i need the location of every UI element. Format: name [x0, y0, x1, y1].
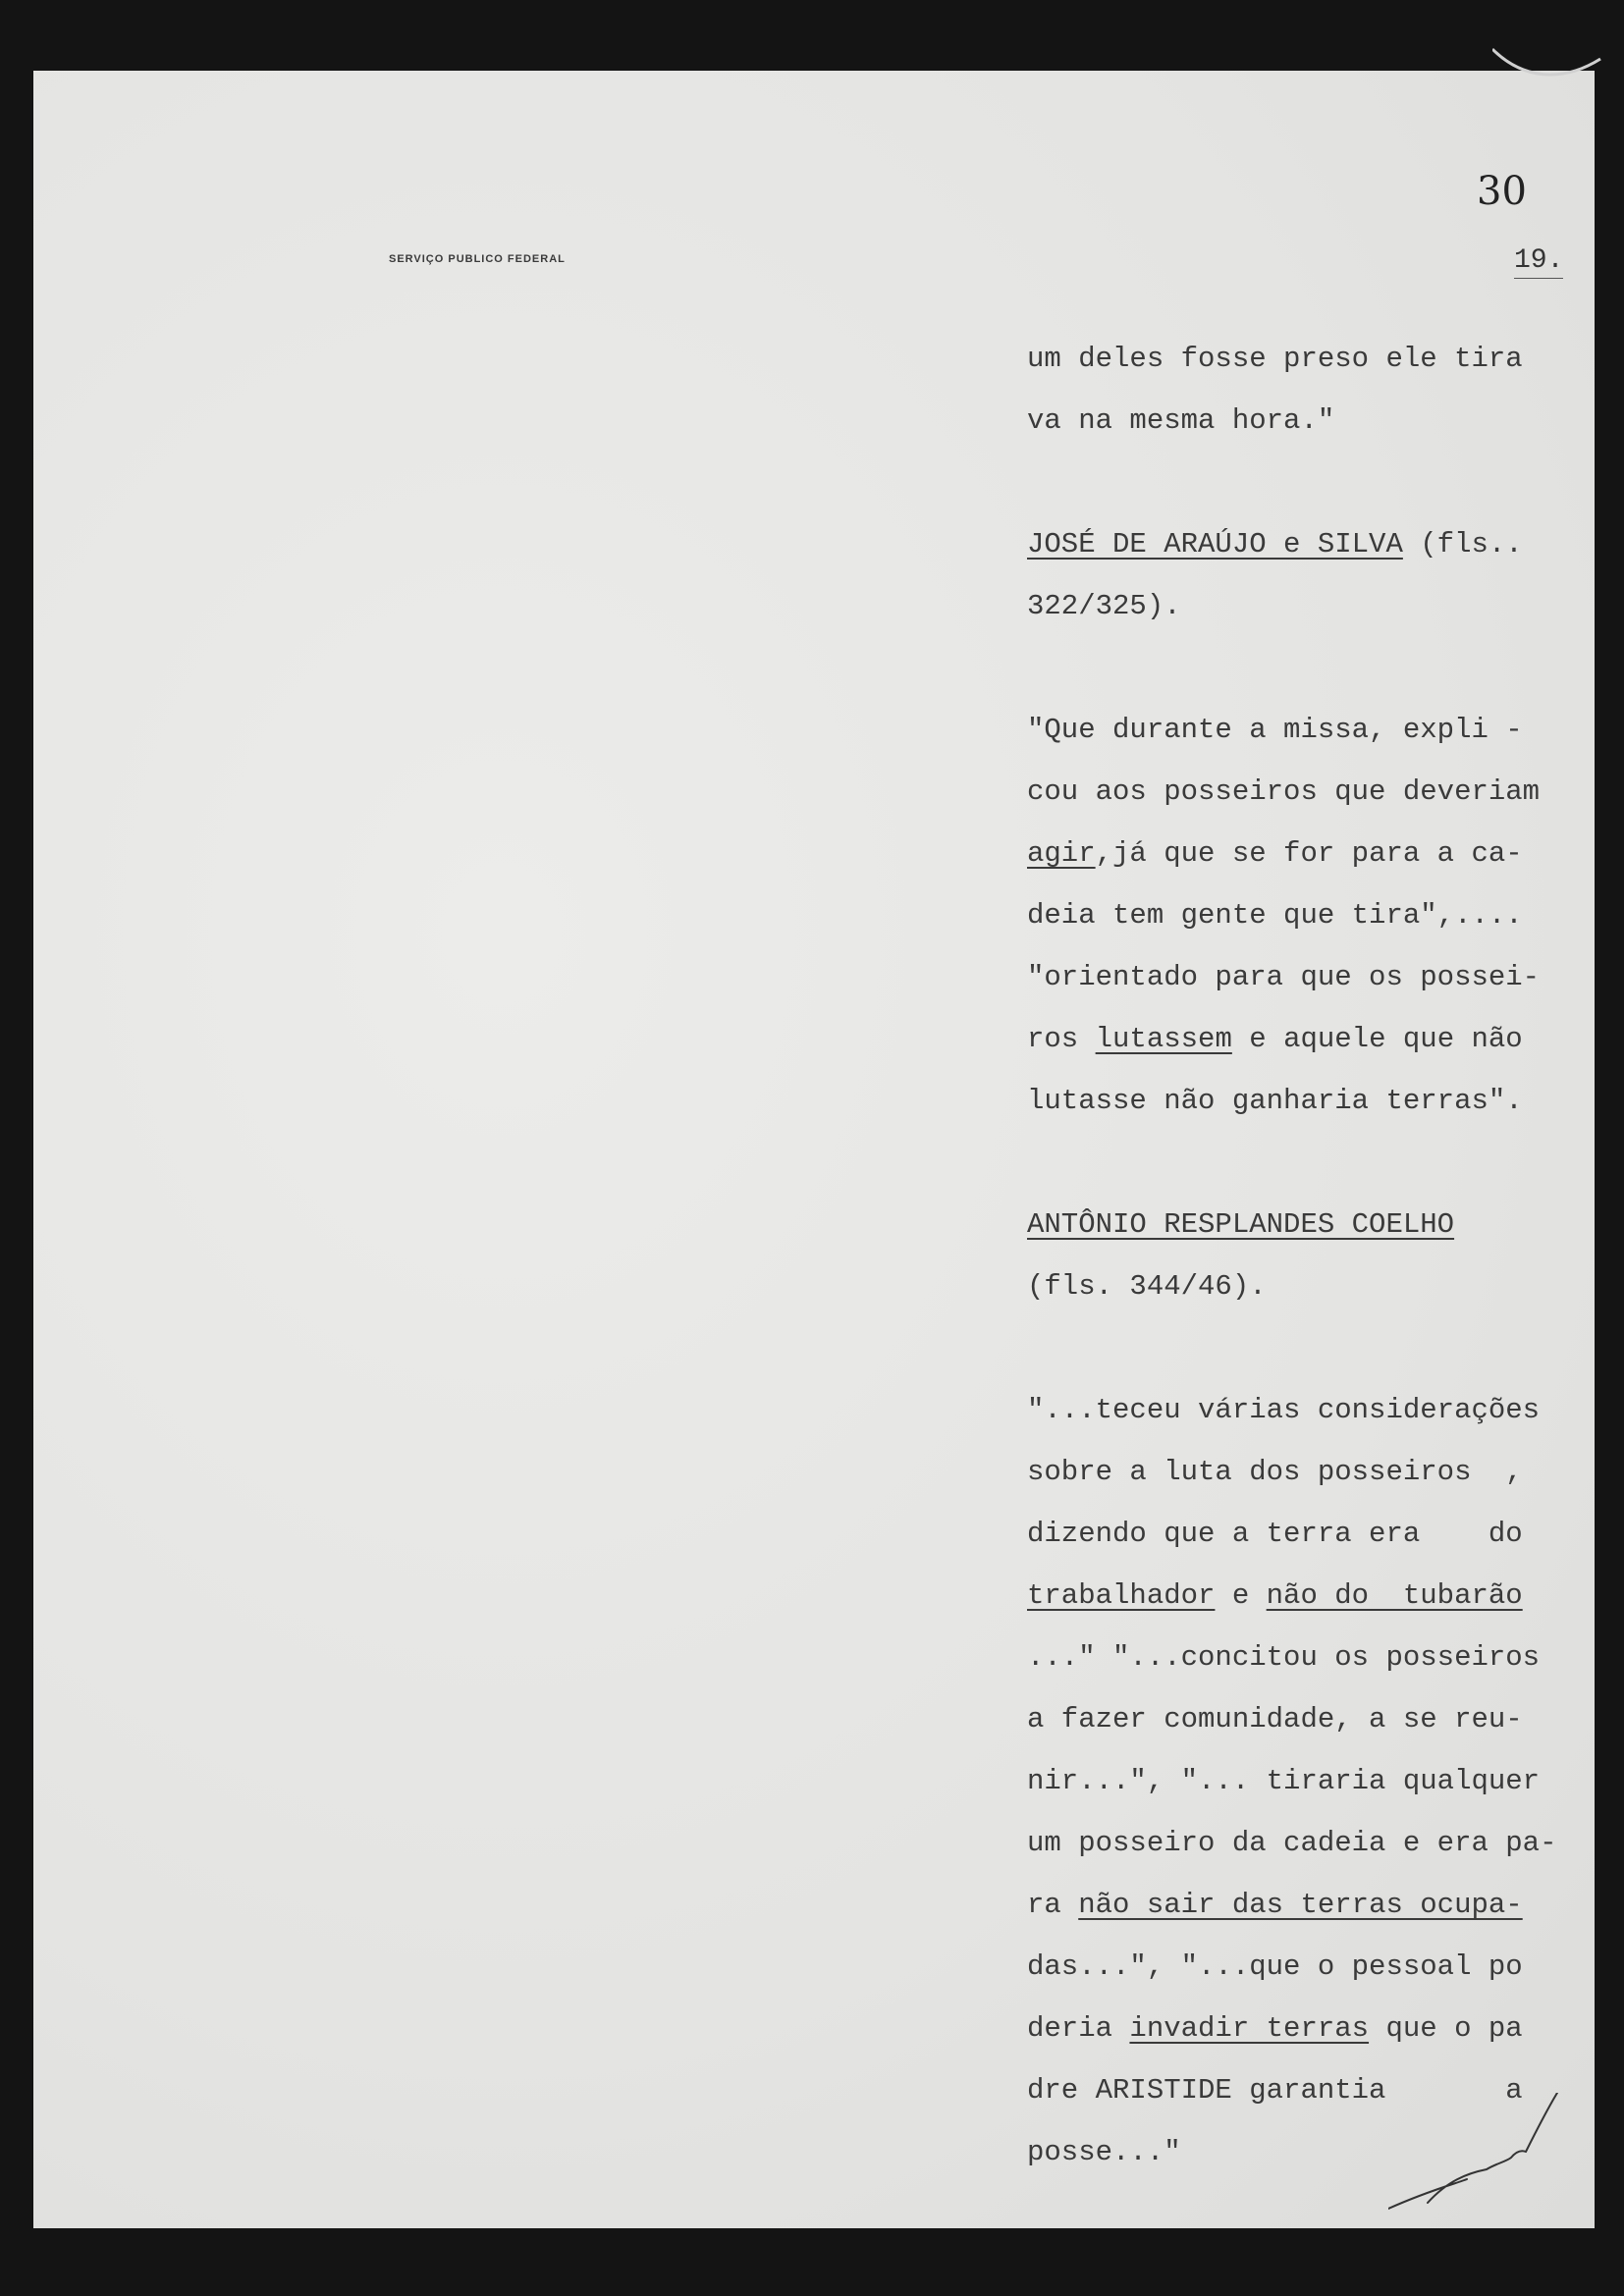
text-span: sobre a luta dos posseiros ,: [1027, 1456, 1523, 1488]
text-span: (fls..: [1402, 528, 1523, 561]
text-line: [1027, 1503, 1597, 1565]
text-line: [1027, 637, 1597, 699]
text-span: (fls. 344/46).: [1027, 1270, 1267, 1303]
text-span: a fazer comunidade, a se reu-: [1027, 1703, 1523, 1735]
text-line: [1027, 390, 1597, 452]
text-span: posse...": [1027, 2136, 1181, 2168]
text-span: que o pa: [1369, 2012, 1523, 2045]
underlined-text: agir: [1027, 837, 1096, 870]
text-span: deia tem gente que tira",....: [1027, 899, 1523, 932]
text-span: ..." "...concitou os posseiros: [1027, 1641, 1541, 1674]
underlined-text: ANTÔNIO RESPLANDES COELHO: [1027, 1208, 1455, 1241]
text-span: 322/325).: [1027, 590, 1181, 622]
text-line: [1027, 1194, 1597, 1255]
text-span: lutasse não ganharia terras".: [1027, 1085, 1523, 1117]
text-line: [1027, 1565, 1597, 1627]
text-span: e: [1215, 1579, 1267, 1612]
text-line: [1027, 1998, 1597, 2059]
text-span: deria: [1027, 2012, 1130, 2045]
text-line: [1027, 1812, 1597, 1874]
text-line: [1027, 452, 1597, 513]
body-text: [1027, 328, 1597, 2183]
underlined-text: invadir terras: [1129, 2012, 1370, 2045]
text-line: [1027, 1070, 1597, 1132]
text-span: ros: [1027, 1023, 1096, 1055]
text-line: [1027, 1379, 1597, 1441]
text-line: [1027, 1688, 1597, 1750]
text-line: [1027, 1008, 1597, 1070]
underlined-text: trabalhador: [1027, 1579, 1216, 1612]
text-line: [1027, 1441, 1597, 1503]
text-line: [1027, 1317, 1597, 1379]
text-line: [1027, 513, 1597, 575]
text-span: "orientado para que os possei-: [1027, 961, 1541, 993]
text-span: "Que durante a missa, expli -: [1027, 714, 1523, 746]
text-line: [1027, 1874, 1597, 1936]
text-line: [1027, 884, 1597, 946]
text-span: cou aos posseiros que deveriam: [1027, 775, 1541, 808]
underlined-text: não sair das terras ocupa-: [1078, 1889, 1523, 1921]
text-span: ra: [1027, 1889, 1079, 1921]
text-line: [1027, 699, 1597, 761]
text-span: dizendo que a terra era do: [1027, 1518, 1523, 1550]
underlined-text: não do tubarão: [1266, 1579, 1523, 1612]
text-line: [1027, 761, 1597, 823]
text-span: um posseiro da cadeia e era pa-: [1027, 1827, 1557, 1859]
text-span: e aquele que não: [1231, 1023, 1523, 1055]
document-page: [33, 71, 1595, 2228]
text-line: [1027, 1750, 1597, 1812]
text-line: [1027, 575, 1597, 637]
corner-tear-mark: [1492, 20, 1610, 88]
underlined-text: lutassem: [1095, 1023, 1232, 1055]
text-span: "...teceu várias considerações: [1027, 1394, 1541, 1426]
text-line: [1027, 1627, 1597, 1688]
text-line: [1027, 1936, 1597, 1998]
folio-number: 30: [1477, 169, 1527, 214]
underlined-text: JOSÉ DE ARAÚJO e SILVA: [1027, 528, 1403, 561]
text-span: va na mesma hora.": [1027, 404, 1335, 437]
agency-header: SERVIÇO PUBLICO FEDERAL: [389, 253, 566, 265]
text-line: [1027, 823, 1597, 884]
text-span: dre ARISTIDE garantia a: [1027, 2074, 1523, 2107]
signature-mark: [1388, 2093, 1595, 2220]
text-line: [1027, 1255, 1597, 1317]
page-number: 19.: [1514, 245, 1563, 279]
text-span: nir...", "... tiraria qualquer: [1027, 1765, 1541, 1797]
text-span: das...", "...que o pessoal po: [1027, 1950, 1523, 1983]
text-line: [1027, 1132, 1597, 1194]
text-span: um deles fosse preso ele tira: [1027, 343, 1523, 375]
text-line: [1027, 946, 1597, 1008]
text-span: ,já que se for para a ca-: [1095, 837, 1523, 870]
text-line: [1027, 328, 1597, 390]
